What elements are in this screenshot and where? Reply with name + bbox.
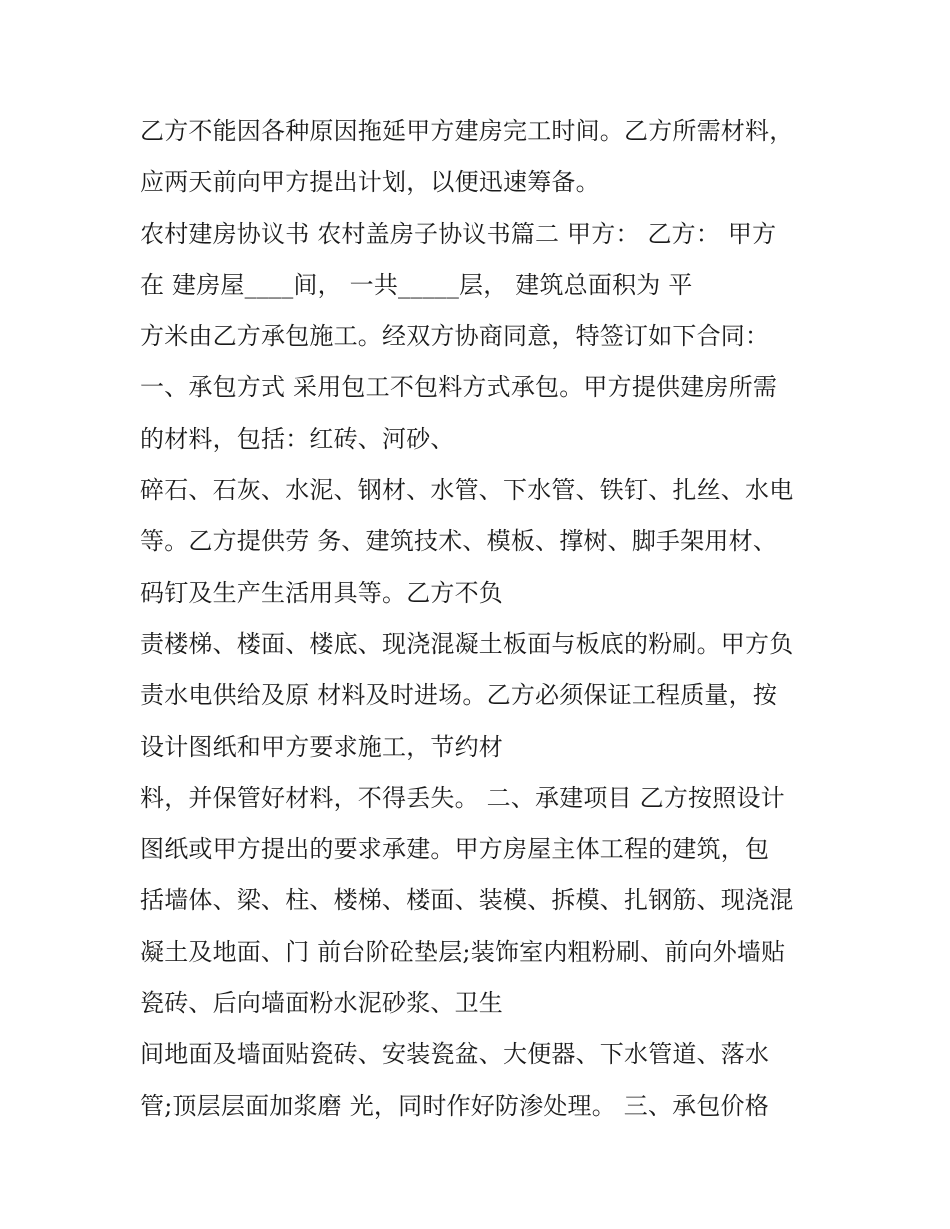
text-line: 料，并保管好材料，不得丢失。 二、承建项目 乙方按照设计	[140, 783, 785, 812]
text-line: 图纸或甲方提出的要求承建。甲方房屋主体工程的建筑，包	[140, 835, 770, 864]
text-line: 在 建房屋____间， 一共_____层， 建筑总面积为 平	[140, 270, 693, 299]
text-line: 乙方不能因各种原因拖延甲方建房完工时间。乙方所需材料，	[140, 117, 794, 145]
text-line: 间地面及墙面贴瓷砖、安装瓷盆、大便器、下水管道、落水	[140, 1040, 770, 1069]
text-line: 凝土及地面、门 前台阶砼垫层;装饰室内粗粉刷、前向外墙贴	[140, 937, 786, 966]
text-line: 责水电供给及原 材料及时进场。乙方必须保证工程质量，按	[140, 681, 778, 710]
text-line: 括墙体、梁、柱、楼梯、楼面、装模、拆模、扎钢筋、现浇混	[140, 886, 794, 915]
text-line: 设计图纸和甲方要求施工，节约材	[140, 732, 503, 761]
text-line: 的材料，包括：红砖、河砂、	[140, 424, 455, 453]
text-line: 农村建房协议书 农村盖房子协议书篇二 甲方： 乙方： 甲方	[140, 219, 777, 248]
text-line: 责楼梯、楼面、楼底、现浇混凝土板面与板底的粉刷。甲方负	[140, 629, 794, 658]
text-line: 方米由乙方承包施工。经双方协商同意，特签订如下合同：	[140, 322, 770, 351]
contract-text-body	[140, 106, 830, 1132]
text-line: 码钉及生产生活用具等。乙方不负	[140, 578, 503, 607]
text-line: 碎石、石灰、水泥、钢材、水管、下水管、铁钉、扎丝、水电	[140, 476, 794, 505]
text-line: 一、承包方式 采用包工不包料方式承包。甲方提供建房所需	[140, 373, 778, 402]
text-line: 瓷砖、后向墙面粉水泥砂浆、卫生	[140, 989, 503, 1018]
text-line: 应两天前向甲方提出计划，以便迅速筹备。	[140, 168, 600, 197]
text-line: 等。乙方提供劳 务、建筑技术、模板、撑树、脚手架用材、	[140, 527, 778, 556]
text-line: 管;顶层层面加浆磨 光，同时作好防渗处理。 三、承包价格	[140, 1091, 769, 1120]
